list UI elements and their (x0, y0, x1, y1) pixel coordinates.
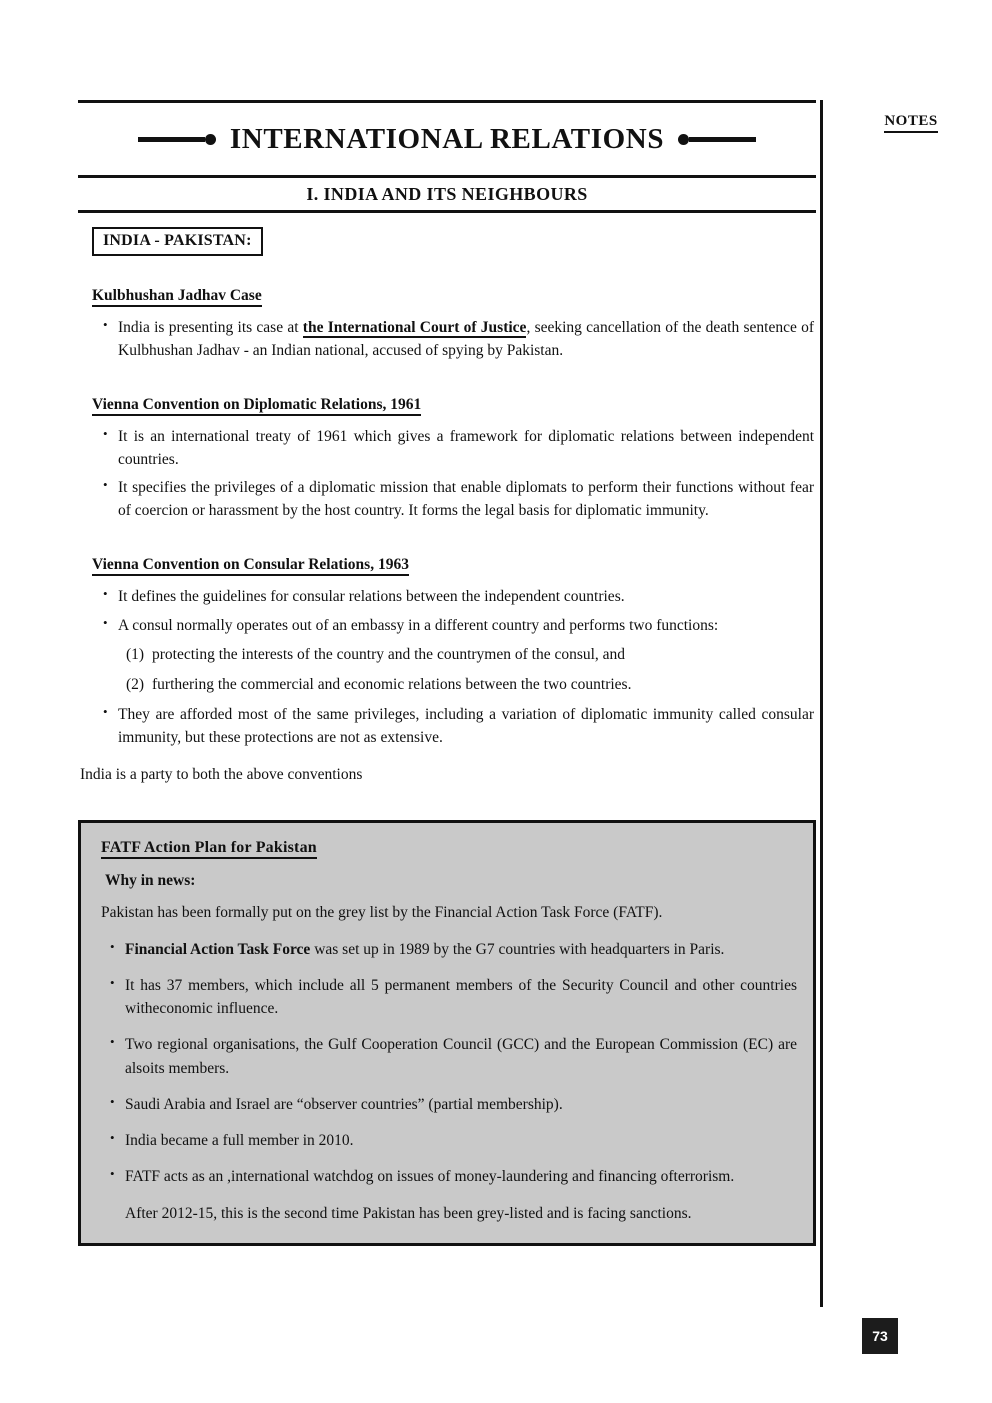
subsection-heading: Vienna Convention on Diplomatic Relations, 1961 (92, 395, 421, 416)
boxed-subtitle: INDIA - PAKISTAN: (92, 227, 263, 256)
callout-subheading: Why in news: (105, 872, 196, 890)
bullet-list-consular (92, 586, 814, 637)
subsection-heading: Kulbhushan Jadhav Case (92, 286, 262, 307)
bullet-text-pre: India is presenting its case at (118, 319, 303, 337)
list-item: • India became a full member in 2010. (109, 1129, 797, 1152)
list-item: • They are afforded most of the same privileges, including a variation of diplomatic immunity called consular immunity, but these protections are not as extensive. (102, 704, 814, 749)
notes-label: NOTES (884, 113, 937, 133)
list-item: • Saudi Arabia and Israel are “observer countries” (partial membership). (109, 1093, 797, 1116)
item-text: furthering the commercial and economic relations between the two countries. (152, 675, 632, 693)
numbered-item (126, 674, 814, 697)
list-item: • FATF acts as an ,international watchdog on issues of money-laundering and financing ofterrorism. (109, 1165, 797, 1188)
numbered-item (126, 644, 814, 667)
callout-title: FATF Action Plan for Pakistan (101, 839, 317, 859)
item-text: protecting the interests of the country and the countrymen of the consul, and (152, 646, 626, 664)
list-item: • A consul normally operates out of an embassy in a different country and performs two functions: (102, 615, 814, 638)
closing-line: India is a party to both the above conventions (80, 765, 363, 783)
callout-intro-paragraph: Pakistan has been formally put on the grey list by the Financial Action Task Force (FATF). (101, 904, 663, 922)
bullet-bold-lead: Financial Action Task Force (125, 940, 311, 958)
chapter-title-row (78, 103, 816, 175)
numbered-list-consul-functions (92, 644, 814, 696)
item-number: (2) (126, 675, 145, 693)
subsection-heading: Vienna Convention on Consular Relations, 1963 (92, 555, 409, 576)
bullet-list-consular-after (92, 704, 814, 749)
bullet-emphasis: the International Court of Justice (302, 319, 527, 337)
page-number-badge: 73 (862, 1318, 898, 1354)
list-item: • It is an international treaty of 1961 which gives a framework for diplomatic relations between independent countries. (102, 426, 814, 471)
subsection-vienna-consular (92, 539, 814, 580)
list-item: • It specifies the privileges of a diplomatic mission that enable diplomats to perform their functions without fear of coercion or harassment by the host country. It forms the legal basis for diplomatic immunity. (102, 477, 814, 522)
subsection-kulbhushan-jadhav (92, 270, 814, 311)
bullet-list-diplomatic (92, 426, 814, 523)
chapter-title: INTERNATIONAL RELATIONS (229, 122, 665, 155)
bullet-text: was set up in 1989 by the G7 countries with headquarters in Paris. (310, 940, 725, 958)
list-item: • It defines the guidelines for consular relations between the independent countries. (102, 586, 814, 609)
fatf-callout-box (78, 820, 816, 1246)
bullet-list-jadhav (92, 317, 814, 362)
notes-margin (836, 112, 986, 133)
subsection-vienna-diplomatic (92, 379, 814, 420)
list-item: • Two regional organisations, the Gulf Cooperation Council (GCC) and the European Commission (EC) are alsoits members. (109, 1033, 797, 1080)
section-bottom-rule (78, 210, 816, 213)
main-column (78, 100, 816, 1246)
list-item (109, 938, 797, 961)
list-item: • It has 37 members, which include all 5 permanent members of the Security Council and other countries witheconomic influence. (109, 974, 797, 1021)
section-heading: I. INDIA AND ITS NEIGHBOURS (306, 184, 588, 204)
margin-divider-rule (820, 100, 823, 1307)
bullet-text-post: , seeking cancellation of the death sentence of Kulbhushan Jadhav - an Indian national, accused of spying by Pakistan. (118, 319, 815, 359)
title-left-ornament-icon (138, 134, 216, 145)
list-item (102, 317, 814, 362)
body-content (78, 270, 816, 786)
item-number: (1) (126, 646, 145, 664)
title-right-ornament-icon (678, 134, 756, 145)
callout-tail-paragraph: After 2012-15, this is the second time Pakistan has been grey-listed and is facing sanctions. (125, 1204, 692, 1222)
callout-bullet-list (97, 938, 797, 1189)
